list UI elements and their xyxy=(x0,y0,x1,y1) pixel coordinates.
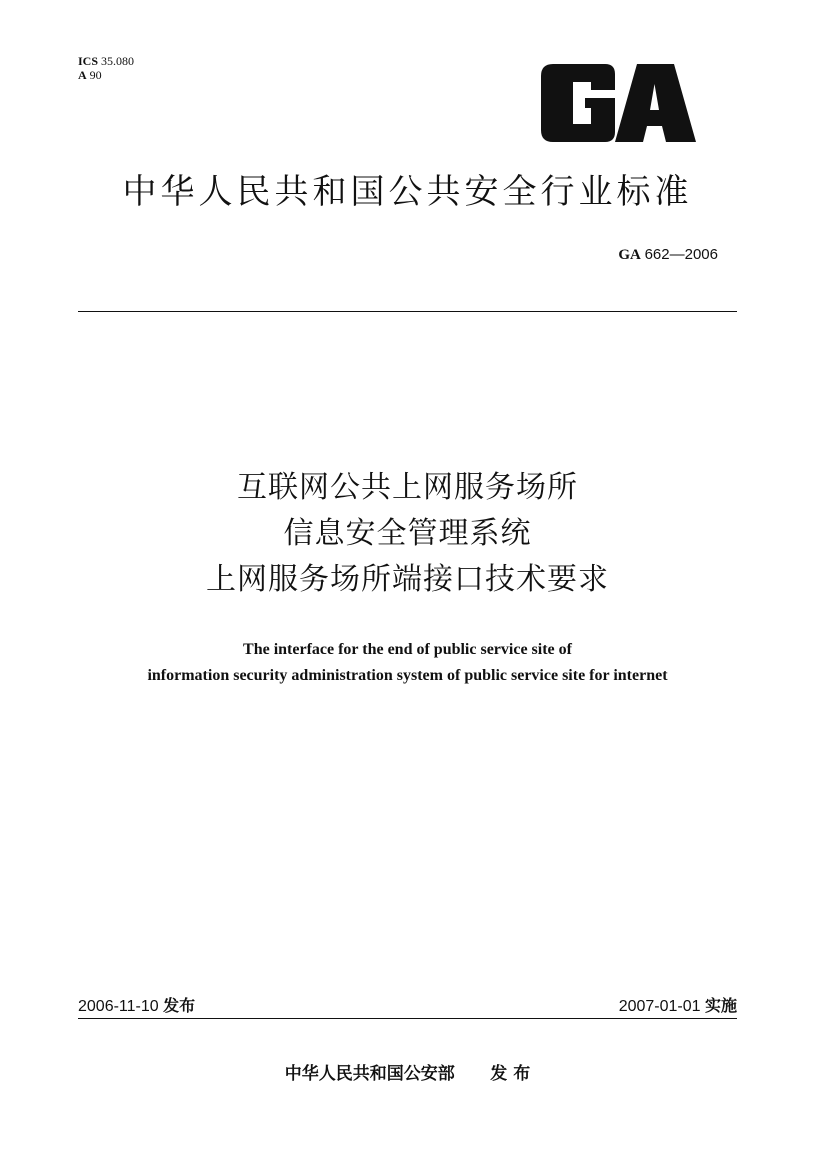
chinese-title-line: 上网服务场所端接口技术要求 xyxy=(206,562,609,597)
ics-line xyxy=(78,54,134,68)
publisher-name: 中华人民共和国公安部 xyxy=(284,1064,455,1084)
standard-type-title: 中华人民共和国公共安全行业标准 xyxy=(122,172,693,212)
ccs-line xyxy=(78,68,134,82)
ccs-code: 90 xyxy=(89,68,102,82)
issue-date-label: 发布 xyxy=(163,996,196,1015)
english-title-line: The interface for the end of public service site of xyxy=(243,641,572,658)
footer-divider xyxy=(78,1018,737,1019)
logo-letter-a xyxy=(615,64,696,142)
chinese-title-line: 信息安全管理系统 xyxy=(283,516,532,551)
issue-date xyxy=(78,993,195,1016)
doc-code-number: 662—2006 xyxy=(644,246,718,263)
english-title xyxy=(0,637,815,689)
ics-code: 35.080 xyxy=(101,54,135,68)
english-title-line: information security administration system of public service site for internet xyxy=(147,667,668,684)
classification-codes xyxy=(78,54,134,82)
chinese-title xyxy=(0,465,815,603)
ics-label: ICS xyxy=(78,54,99,68)
header-divider xyxy=(78,311,737,312)
logo-text: GA xyxy=(539,64,541,65)
chinese-title-line: 互联网公共上网服务场所 xyxy=(237,470,578,505)
implementation-date-label: 实施 xyxy=(704,996,737,1015)
implementation-date xyxy=(619,993,737,1016)
ccs-label: A xyxy=(78,68,87,82)
ga-logo xyxy=(539,64,696,142)
issue-date-value: 2006-11-10 xyxy=(78,998,159,1015)
implementation-date-value: 2007-01-01 xyxy=(618,998,701,1015)
document-code xyxy=(618,246,718,264)
doc-code-prefix: GA xyxy=(618,247,641,263)
publisher-action: 发 布 xyxy=(490,1064,531,1084)
publisher xyxy=(0,1059,815,1084)
logo-letter-g xyxy=(541,64,615,142)
